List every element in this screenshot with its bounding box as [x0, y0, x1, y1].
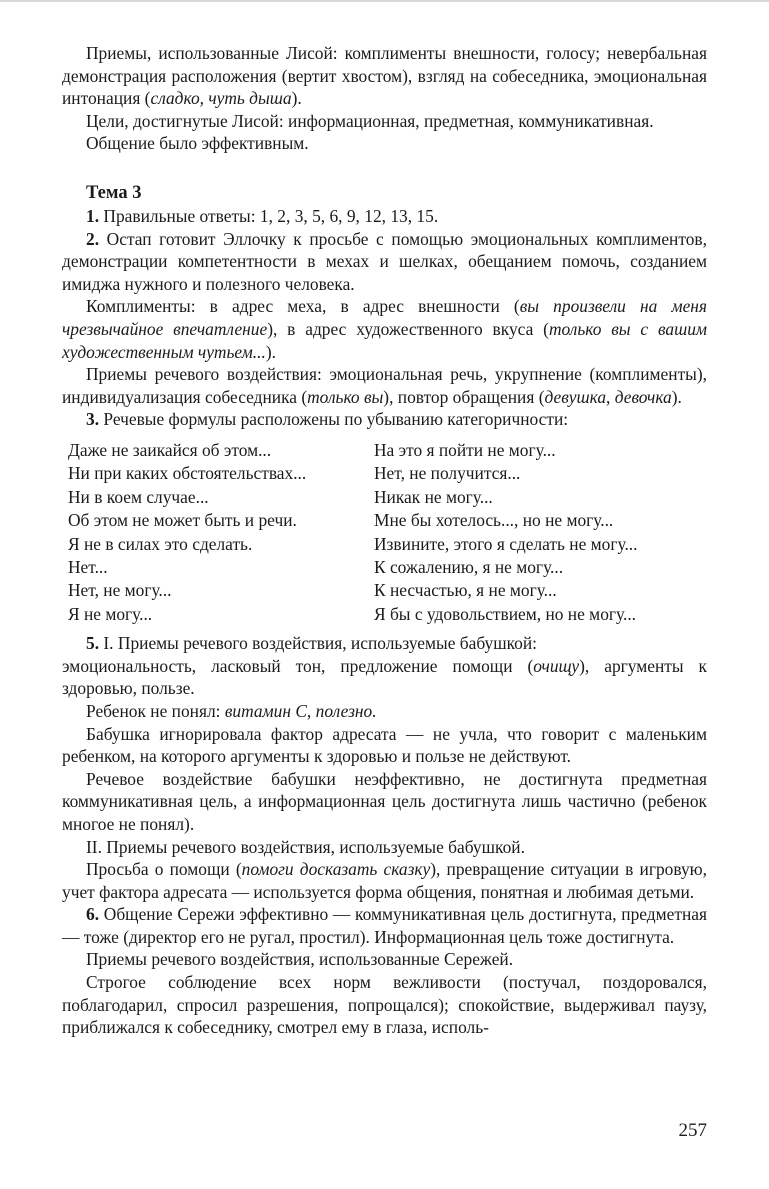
- formula-right: Извините, этого я сделать не могу...: [374, 533, 638, 554]
- formula-left: Об этом не может быть и речи.: [68, 510, 297, 531]
- page-body: [62, 42, 707, 1039]
- text: Просьба о помощи (: [86, 859, 242, 880]
- text: Приемы, использованные Лисой: комплименты внешности, голосу; невербальная демонстрация расположения (вертит хвостом), взгляд на собеседника, эмоциональная интонация (: [62, 43, 707, 109]
- paragraph-politeness: Строгое соблюдение всех норм вежливости (постучал, поздоровался, поблагодарил, спросил разрешения, попрощался); спокойствие, выдерживал паузу, приближался к собеседнику, смотрел ему в глаза, исполь-: [62, 972, 707, 1038]
- answer-1: [62, 205, 707, 228]
- answer-5: [62, 632, 707, 655]
- formula-left: Нет, не могу...: [68, 580, 172, 601]
- paragraph-part-two: II. Приемы речевого воздействия, используемые бабушкой.: [86, 836, 525, 857]
- italic-text: очищу: [533, 655, 580, 676]
- text: ), превращение ситуации в игровую, учет фактора адресата — используется форма общения, понятная и любимая детьми.: [62, 859, 708, 902]
- answer-number: 5.: [86, 633, 100, 654]
- paragraph-grandma-techniques: [62, 655, 707, 700]
- paragraph-compliments: [62, 295, 707, 363]
- italic-text: только вы с вашим художественным чутьем...: [62, 318, 708, 362]
- italic-text: помоги досказать сказку: [241, 859, 431, 880]
- formula-right: Никак не могу...: [374, 486, 493, 507]
- answer-3: [62, 408, 707, 431]
- paragraph-help-request: [62, 858, 707, 903]
- scan-edge-line: [0, 0, 769, 2]
- paragraph-addressee-ignored: Бабушка игнорировала фактор адресата — не учла, что говорит с маленьким ребенком, на которого аргументы к здоровью и пользе не действуют.: [62, 723, 707, 767]
- text: ,: [606, 386, 615, 407]
- formula-left: Нет...: [68, 556, 108, 577]
- spacer: [62, 155, 707, 181]
- italic-text: сладко, чуть дыша: [150, 88, 292, 109]
- answer-number: 2.: [86, 228, 100, 249]
- paragraph-seryozha-techniques: Приемы речевого воздействия, использованные Сережей.: [86, 949, 514, 970]
- formula-right: Я бы с удовольствием, но не могу...: [374, 603, 637, 624]
- text: Комплименты: в адрес меха, в адрес внешности (: [86, 296, 520, 317]
- text: ), повтор обращения (: [383, 386, 545, 407]
- text: Ребенок не понял:: [86, 700, 225, 721]
- text: ).: [291, 88, 302, 109]
- answer-number: 1.: [86, 205, 100, 226]
- section-heading: Тема 3: [86, 182, 142, 203]
- text: Общение Сережи эффективно — коммуникативная цель достигнута, предметная — тоже (директор его не ругал, простил). Информационная цель тоже достигнута.: [62, 904, 707, 947]
- formula-left: Я не в силах это сделать.: [68, 533, 253, 554]
- answer-2: [62, 228, 707, 296]
- text: Остап готовит Эллочку к просьбе с помощью эмоциональных комплиментов, демонстрации компетентности в мехах и шелках, обещанием помочь, созданием имиджа нужного и полезного человека.: [62, 228, 707, 294]
- text: Речевые формулы расположены по убыванию категоричности:: [99, 409, 569, 430]
- paragraph-effective: Общение было эффективным.: [86, 133, 309, 154]
- formula-left: Ни при каких обстоятельствах...: [68, 463, 307, 484]
- formula-left: Я не могу...: [68, 603, 153, 624]
- italic-text: девочка: [614, 386, 672, 407]
- italic-text: девушка: [544, 386, 607, 407]
- text: ).: [671, 386, 682, 407]
- text: ), аргументы к здоровью, пользе.: [62, 655, 707, 699]
- italic-text: витамин С, полезно.: [224, 700, 377, 721]
- answer-number: 3.: [86, 409, 100, 430]
- formula-right: На это я пойти не могу...: [374, 439, 556, 460]
- formula-right: К сожалению, я не могу...: [374, 556, 564, 577]
- formula-left: Даже не заикайся об этом...: [68, 439, 272, 460]
- answer-number: 6.: [86, 904, 100, 925]
- paragraph-speech-techniques: [62, 363, 707, 408]
- formula-right: К несчастью, я не могу...: [374, 580, 557, 601]
- text: ), в адрес художественного вкуса (: [267, 318, 549, 339]
- answer-6: [62, 903, 707, 948]
- paragraph-fox-techniques: [62, 42, 707, 110]
- text: I. Приемы речевого воздействия, используемые бабушкой:: [99, 633, 538, 654]
- paragraph-child-misunderstood: [62, 700, 707, 723]
- formula-right: Нет, не получится...: [374, 463, 521, 484]
- text: Правильные ответы: 1, 2, 3, 5, 6, 9, 12, 13, 15.: [99, 205, 439, 226]
- formula-left: Ни в коем случае...: [68, 486, 209, 507]
- text: эмоциональность, ласковый тон, предложение помощи (: [62, 655, 534, 676]
- italic-text: только вы: [307, 386, 384, 407]
- italic-text: вы произвели на меня чрезвычайное впечатление: [62, 296, 707, 339]
- formula-right: Мне бы хотелось..., но не могу...: [374, 510, 614, 531]
- speech-formulas-table: [68, 439, 707, 626]
- text: Приемы речевого воздействия: эмоциональная речь, укрупнение (комплименты), индивидуализация собеседника (: [62, 364, 707, 407]
- paragraph-fox-goals: Цели, достигнутые Лисой: информационная, предметная, коммуникативная.: [86, 110, 654, 131]
- page-number: 257: [678, 1120, 707, 1141]
- paragraph-ineffective: Речевое воздействие бабушки неэффективно, не достигнута предметная коммуникативная цель, а информационная цель достигнута лишь частично (ребенок многое не понял).: [62, 768, 707, 834]
- text: ).: [265, 341, 276, 362]
